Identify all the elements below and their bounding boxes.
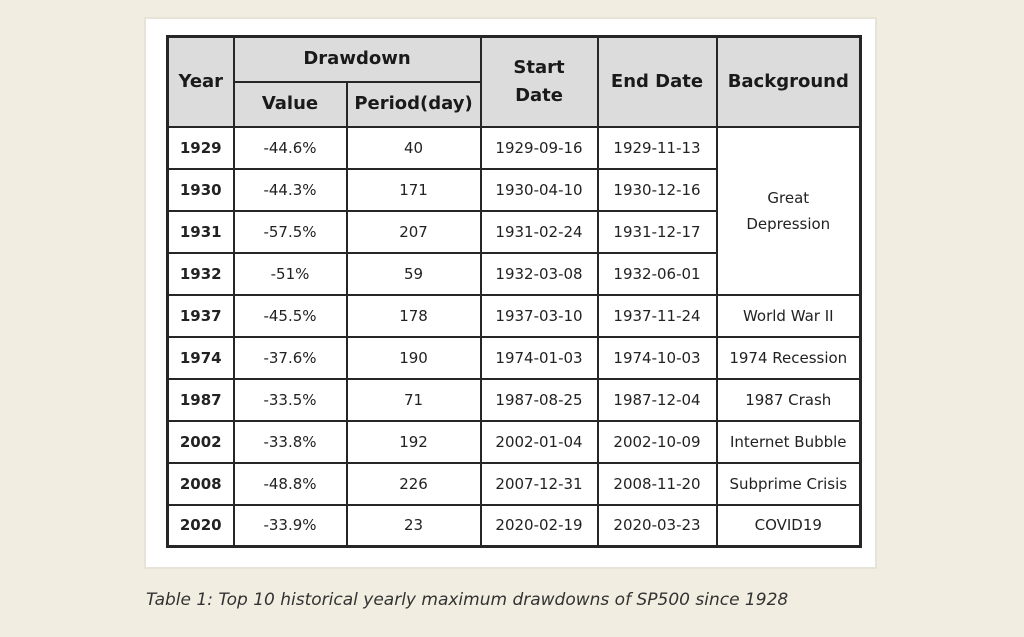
period-cell: 23 bbox=[347, 505, 481, 547]
start-date-cell: 2002-01-04 bbox=[481, 421, 598, 463]
value-cell: -45.5% bbox=[234, 295, 347, 337]
header-year: Year bbox=[168, 37, 234, 127]
header-start-date bbox=[481, 37, 598, 127]
period-cell: 226 bbox=[347, 463, 481, 505]
start-date-cell: 2020-02-19 bbox=[481, 505, 598, 547]
period-cell: 190 bbox=[347, 337, 481, 379]
value-cell: -33.8% bbox=[234, 421, 347, 463]
background-cell: Subprime Crisis bbox=[717, 463, 861, 505]
period-cell: 178 bbox=[347, 295, 481, 337]
header-background: Background bbox=[717, 37, 861, 127]
end-date-cell: 2020-03-23 bbox=[598, 505, 717, 547]
period-cell: 59 bbox=[347, 253, 481, 295]
year-cell: 2002 bbox=[168, 421, 234, 463]
value-cell: -44.6% bbox=[234, 127, 347, 169]
end-date-cell: 1930-12-16 bbox=[598, 169, 717, 211]
start-date-cell: 1937-03-10 bbox=[481, 295, 598, 337]
value-cell: -33.9% bbox=[234, 505, 347, 547]
start-date-cell: 1931-02-24 bbox=[481, 211, 598, 253]
background-cell: 1987 Crash bbox=[717, 379, 861, 421]
year-cell: 1974 bbox=[168, 337, 234, 379]
header-end-date: End Date bbox=[598, 37, 717, 127]
start-date-cell: 2007-12-31 bbox=[481, 463, 598, 505]
end-date-cell: 1929-11-13 bbox=[598, 127, 717, 169]
value-cell: -37.6% bbox=[234, 337, 347, 379]
year-cell: 1929 bbox=[168, 127, 234, 169]
period-cell: 207 bbox=[347, 211, 481, 253]
year-cell: 1930 bbox=[168, 169, 234, 211]
great-depression-line2: Depression bbox=[746, 214, 831, 233]
end-date-cell: 1974-10-03 bbox=[598, 337, 717, 379]
period-cell: 71 bbox=[347, 379, 481, 421]
table-row bbox=[168, 421, 861, 463]
period-cell: 171 bbox=[347, 169, 481, 211]
period-cell: 40 bbox=[347, 127, 481, 169]
background-cell: Internet Bubble bbox=[717, 421, 861, 463]
value-cell: -57.5% bbox=[234, 211, 347, 253]
value-cell: -48.8% bbox=[234, 463, 347, 505]
header-start-date-line1: Start bbox=[513, 56, 565, 78]
end-date-cell: 1937-11-24 bbox=[598, 295, 717, 337]
end-date-cell: 2002-10-09 bbox=[598, 421, 717, 463]
end-date-cell: 2008-11-20 bbox=[598, 463, 717, 505]
table-caption: Table 1: Top 10 historical yearly maximum drawdowns of SP500 since 1928 bbox=[146, 590, 789, 610]
drawdown-table bbox=[166, 35, 862, 548]
background-great-depression bbox=[717, 127, 861, 295]
end-date-cell: 1932-06-01 bbox=[598, 253, 717, 295]
year-cell: 1937 bbox=[168, 295, 234, 337]
great-depression-line1: Great bbox=[767, 188, 810, 207]
end-date-cell: 1987-12-04 bbox=[598, 379, 717, 421]
table-frame bbox=[144, 17, 877, 569]
table-row bbox=[168, 337, 861, 379]
value-cell: -51% bbox=[234, 253, 347, 295]
table-row bbox=[168, 463, 861, 505]
start-date-cell: 1932-03-08 bbox=[481, 253, 598, 295]
period-cell: 192 bbox=[347, 421, 481, 463]
header-value: Value bbox=[234, 82, 347, 127]
table-row bbox=[168, 127, 861, 169]
year-cell: 1987 bbox=[168, 379, 234, 421]
table-row bbox=[168, 505, 861, 547]
header-period: Period(day) bbox=[347, 82, 481, 127]
year-cell: 2008 bbox=[168, 463, 234, 505]
year-cell: 1931 bbox=[168, 211, 234, 253]
end-date-cell: 1931-12-17 bbox=[598, 211, 717, 253]
background-cell: COVID19 bbox=[717, 505, 861, 547]
start-date-cell: 1930-04-10 bbox=[481, 169, 598, 211]
background-cell: 1974 Recession bbox=[717, 337, 861, 379]
table-row bbox=[168, 295, 861, 337]
start-date-cell: 1987-08-25 bbox=[481, 379, 598, 421]
header-start-date-line2: Date bbox=[515, 84, 563, 106]
background-cell: World War II bbox=[717, 295, 861, 337]
year-cell: 2020 bbox=[168, 505, 234, 547]
header-drawdown: Drawdown bbox=[234, 37, 481, 82]
start-date-cell: 1929-09-16 bbox=[481, 127, 598, 169]
start-date-cell: 1974-01-03 bbox=[481, 337, 598, 379]
value-cell: -44.3% bbox=[234, 169, 347, 211]
table-row bbox=[168, 379, 861, 421]
value-cell: -33.5% bbox=[234, 379, 347, 421]
year-cell: 1932 bbox=[168, 253, 234, 295]
